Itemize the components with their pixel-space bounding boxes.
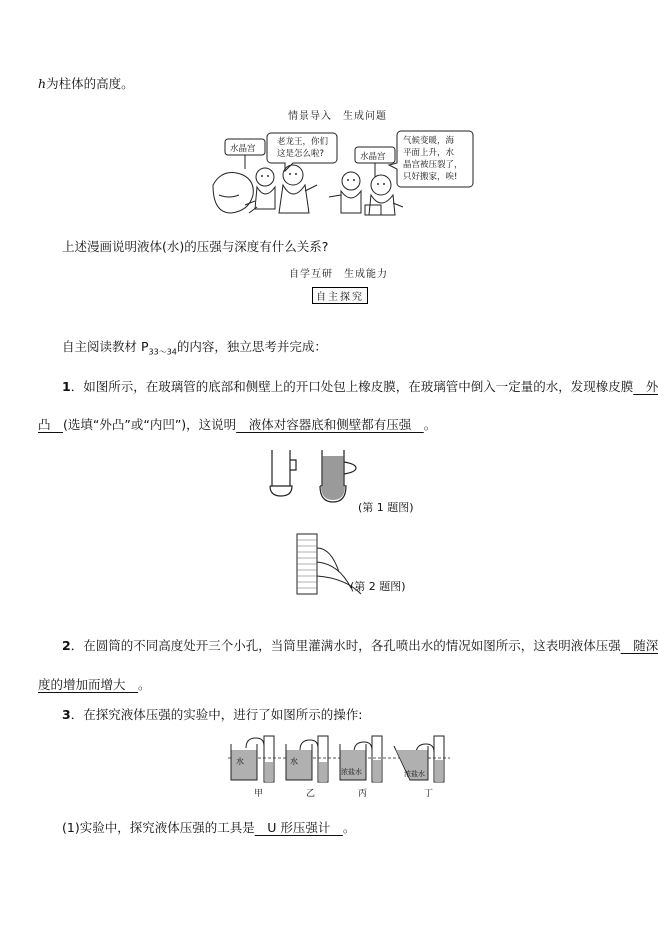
question-3-1-line — [62, 818, 355, 836]
reading-after: 的内容，独立思考并完成： — [176, 339, 327, 354]
question-2-number: 2 — [62, 638, 71, 653]
comic-right-bubble-line-1: 气候变暖，海 — [403, 136, 455, 146]
line-h-text: 为柱体的高度。 — [46, 76, 134, 91]
reading-pages: 33～34 — [148, 347, 177, 357]
beaker-label-jia: 水 — [236, 757, 244, 766]
question-2-line-2 — [38, 675, 151, 693]
comic-right-bubble-line-3: 晶宫被压裂了， — [403, 160, 463, 170]
comic-left-bubble-line-1: 老龙王，你们 — [277, 137, 329, 147]
section-heading-intro: 情景导入 生成问题 — [288, 111, 387, 122]
fig-label-yi: 乙 — [306, 789, 316, 799]
question-1-number: 1 — [62, 379, 71, 394]
beaker-label-bing: 浓盐水 — [341, 768, 362, 776]
question-1-answer-2: 液体对容器底和侧壁都有压强 — [236, 417, 424, 432]
reading-instruction — [62, 337, 327, 358]
figure-1-tubes — [266, 448, 366, 506]
fig-label-bing: 丙 — [358, 789, 368, 799]
var-h: h — [38, 76, 47, 91]
question-1-mid: (选填“外凸”或“内凹”)，这说明 — [63, 417, 237, 432]
figure-2-caption: (第 2 题图) — [350, 580, 406, 593]
question-1-answer-1a: 外 — [633, 379, 658, 394]
question-3-line — [62, 705, 362, 723]
comic-left-label: 水晶宫 — [230, 144, 256, 154]
comic-left-bubble-line-2: 这是怎么啦? — [277, 149, 325, 159]
comic-right-label: 水晶宫 — [360, 152, 386, 162]
question-3-1-text: (1)实验中，探究液体压强的工具是 — [62, 820, 255, 835]
beaker-label-ding: 浓盐水 — [404, 770, 425, 778]
question-2-line-1 — [62, 636, 658, 654]
question-3-text: ．在探究液体压强的实验中，进行了如图所示的操作: — [70, 707, 363, 722]
comic-right-bubble-line-4: 只好搬家，唉! — [403, 172, 458, 182]
question-1-line-1 — [62, 377, 658, 395]
fig-label-ding: 丁 — [424, 789, 434, 799]
line-h — [38, 74, 134, 92]
question-3-1-end: 。 — [342, 820, 356, 835]
reading-before: 自主阅读教材 P — [62, 339, 149, 354]
question-1-end: 。 — [423, 417, 437, 432]
figure-3-pressure-experiments — [228, 732, 450, 798]
question-2-text: ．在圆筒的不同高度处开三个小孔，当筒里灌满水时，各孔喷出水的情况如图所示，这表明液体压强 — [70, 638, 621, 653]
comic-illustration — [205, 125, 477, 220]
fig-label-jia: 甲 — [254, 789, 264, 799]
figure-1-caption: (第 1 题图) — [358, 501, 414, 514]
question-1-answer-1b: 凸 — [38, 417, 64, 432]
question-3-1-answer: U 形压强计 — [254, 820, 343, 835]
question-2-answer-b: 度的增加而增大 — [38, 677, 139, 692]
question-1-text: ．如图所示，在玻璃管的底部和侧壁上的开口处包上橡皮膜，在玻璃管中倒入一定量的水，发现橡皮膜 — [70, 379, 634, 394]
section-heading-selfstudy: 自学互研 生成能力 — [289, 269, 388, 280]
beaker-label-yi: 水 — [290, 757, 298, 766]
question-1-line-2 — [38, 415, 436, 433]
boxed-label-self-explore: 自主探究 — [312, 287, 368, 304]
comic-right-bubble-line-2: 平面上升，水 — [403, 148, 455, 158]
question-3-number: 3 — [62, 707, 71, 722]
question-2-answer-a: 随深 — [620, 638, 658, 653]
question-2-end: 。 — [138, 677, 151, 692]
comic-question: 上述漫画说明液体(水)的压强与深度有什么关系? — [62, 239, 329, 254]
